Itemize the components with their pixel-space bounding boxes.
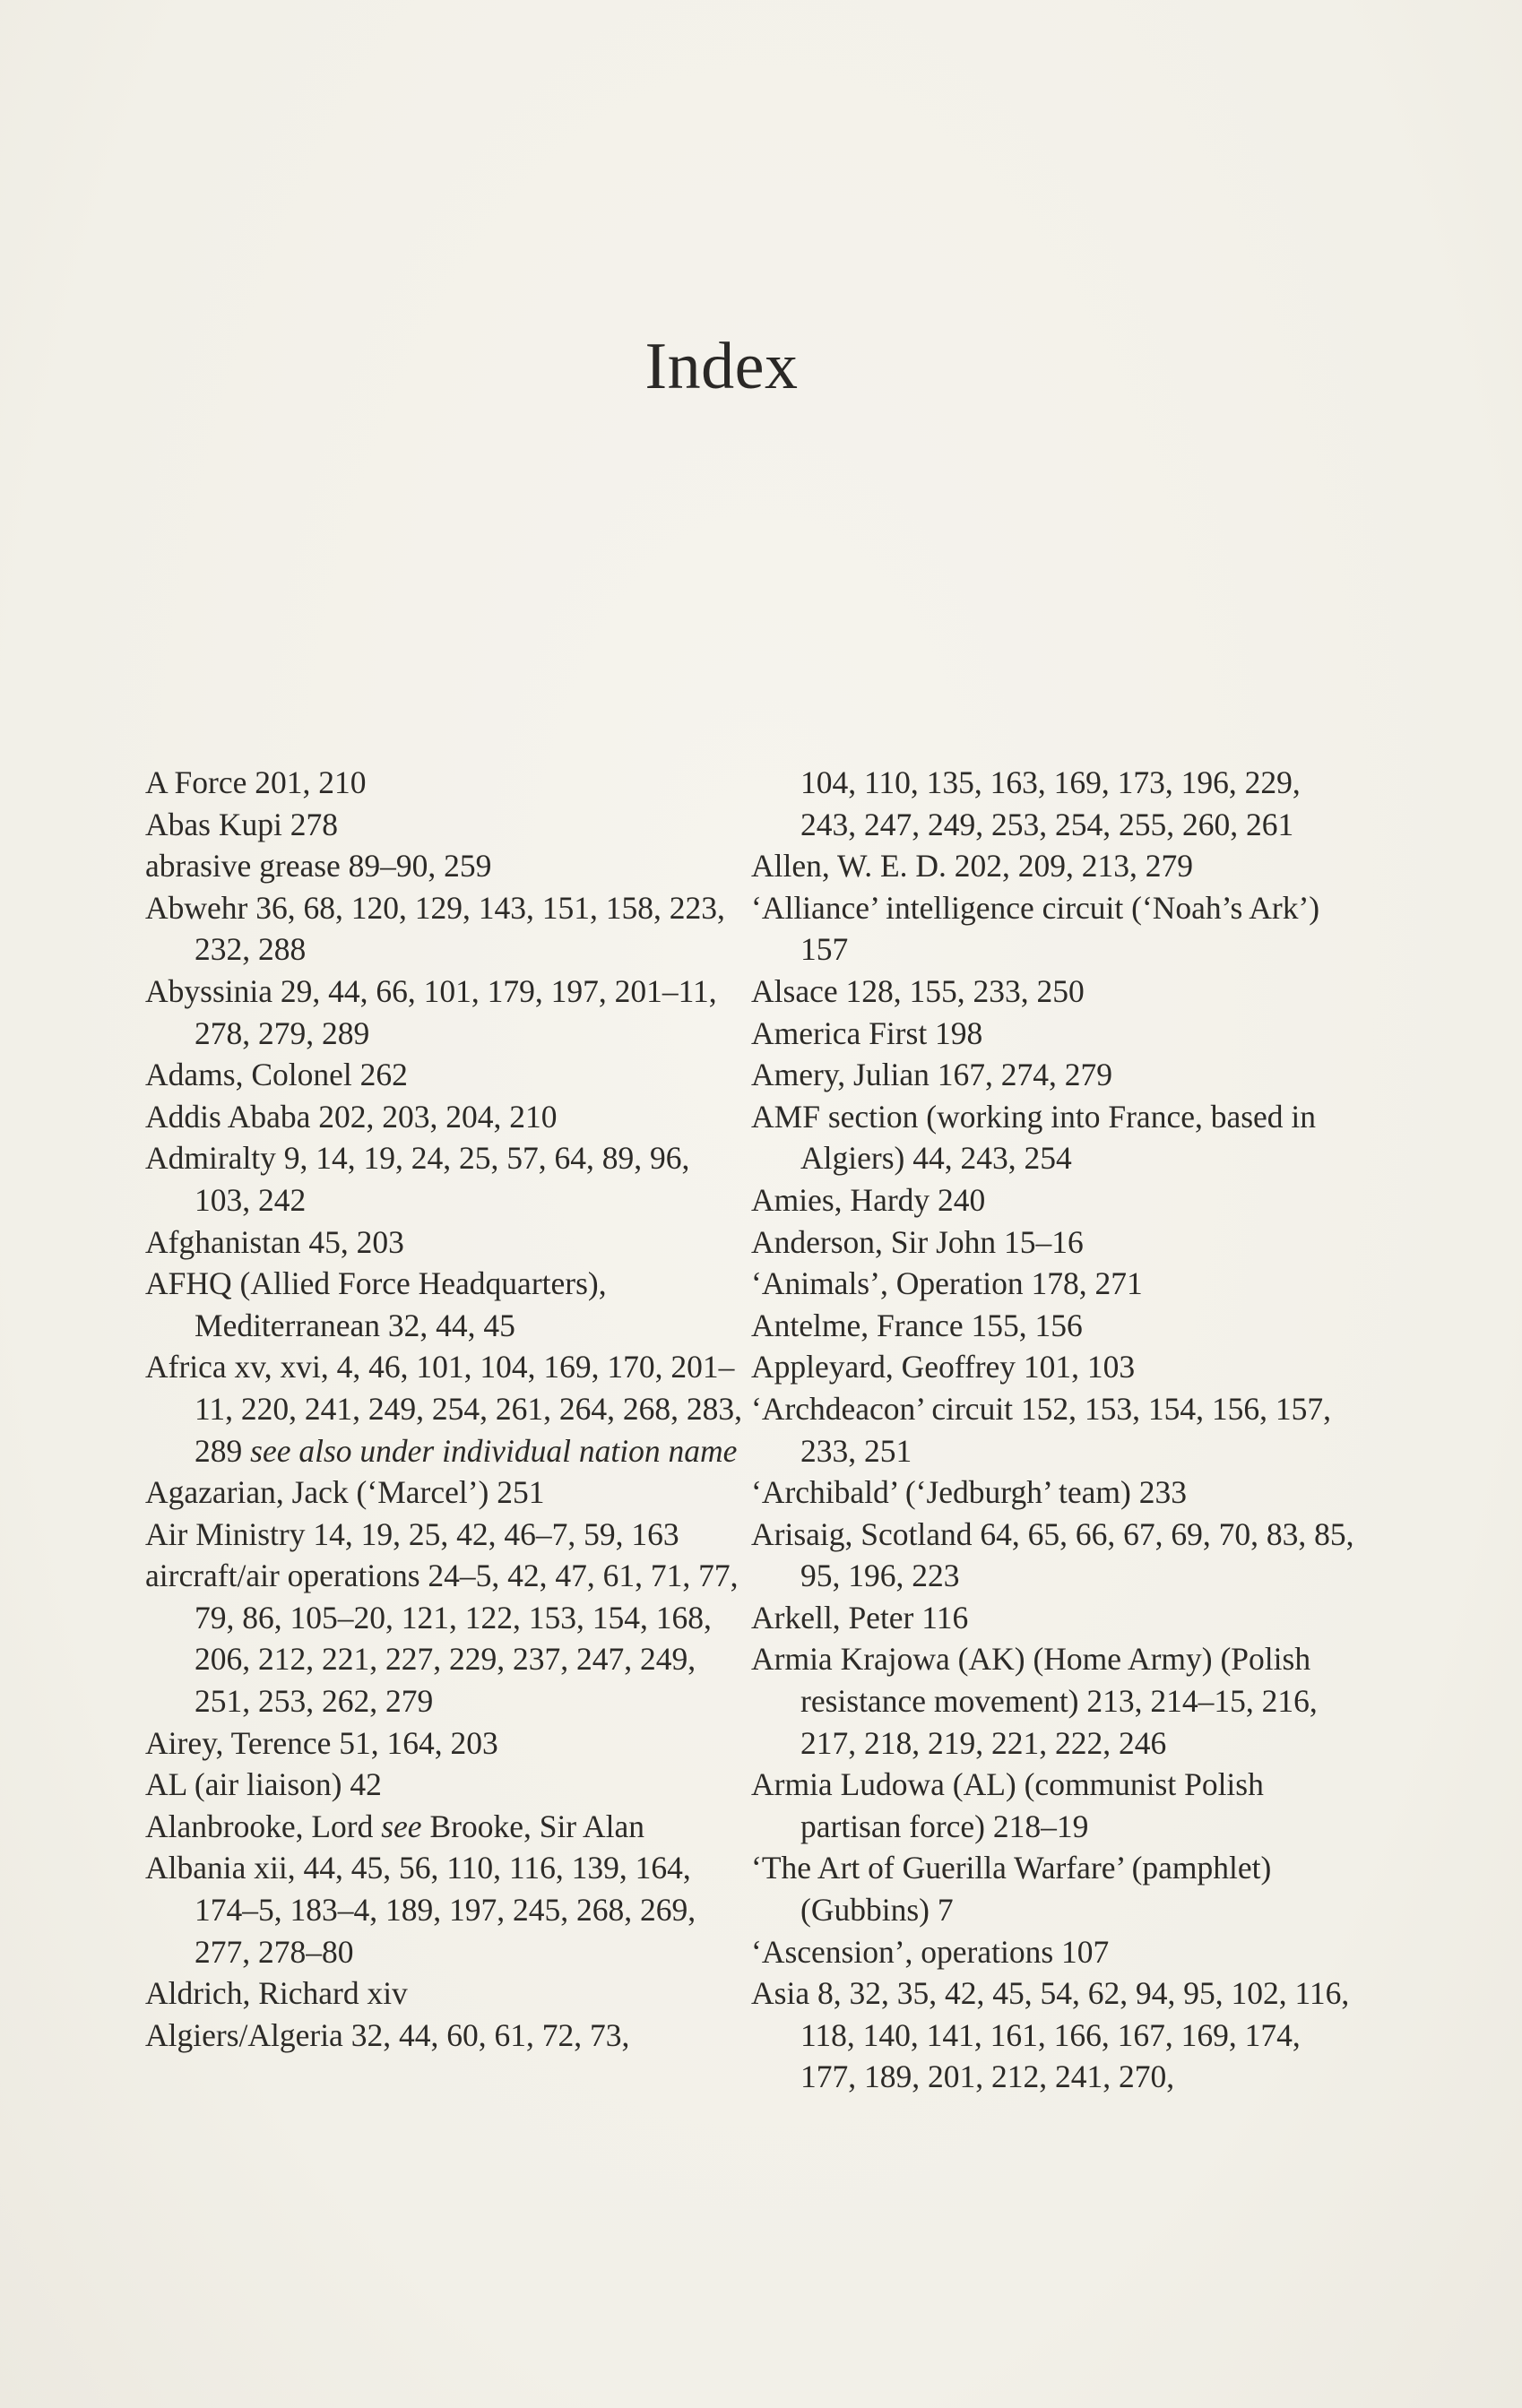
index-entry: AMF section (working into France, based in Algiers) 44, 243, 254	[751, 1098, 1317, 1177]
index-column-right	[751, 762, 1361, 2098]
index-entry: ‘The Art of Guerilla Warfare’ (pamphlet) (Gubbins) 7	[751, 1850, 1272, 1929]
index-entry: Adams, Colonel 262	[145, 1057, 408, 1093]
index-entry-text: Alanbrooke, Lord	[145, 1808, 374, 1844]
index-entry-africa	[145, 1346, 744, 1472]
index-entry: ‘Archibald’ (‘Jedburgh’ team) 233	[751, 1474, 1187, 1511]
index-entry: Alsace 128, 155, 233, 250	[751, 972, 1085, 1009]
index-entry: Afghanistan 45, 203	[145, 1223, 404, 1260]
index-entry-continuation: 104, 110, 135, 163, 169, 173, 196, 229, 243, 247, 249, 253, 254, 255, 260, 261	[800, 764, 1301, 842]
index-entry: Allen, W. E. D. 202, 209, 213, 279	[751, 848, 1194, 885]
index-entry: ‘Animals’, Operation 178, 271	[751, 1265, 1143, 1302]
index-entry: Agazarian, Jack (‘Marcel’) 251	[145, 1474, 545, 1511]
see-also-reference: see also under individual nation name	[250, 1432, 738, 1469]
index-entry: Airey, Terence 51, 164, 203	[145, 1724, 498, 1761]
see-target: Brooke, Sir Alan	[429, 1808, 645, 1844]
index-entry: aircraft/air operations 24–5, 42, 47, 61, 71, 77, 79, 86, 105–20, 121, 122, 153, 154, 168, 206, 212, 221, 227, 229, 237, 247, 249, 251, 253, 262, 279	[145, 1558, 739, 1720]
index-entry: Arisaig, Scotland 64, 65, 66, 67, 69, 70, 83, 85, 95, 196, 223	[751, 1515, 1354, 1594]
index-column-left	[145, 762, 744, 2056]
index-entry: Anderson, Sir John 15–16	[751, 1223, 1084, 1260]
index-entry: Amies, Hardy 240	[751, 1181, 986, 1218]
index-entry: Appleyard, Geoffrey 101, 103	[751, 1349, 1136, 1385]
page-title: Index	[644, 330, 799, 403]
index-entry: Armia Ludowa (AL) (communist Polish partisan force) 218–19	[751, 1766, 1264, 1844]
see-reference: see	[381, 1808, 422, 1844]
index-entry: Asia 8, 32, 35, 42, 45, 54, 62, 94, 95, 102, 116, 118, 140, 141, 161, 166, 167, 169, 174, 177, 189, 201, 212, 241, 270,	[751, 1975, 1350, 2095]
index-entry: ‘Archdeacon’ circuit 152, 153, 154, 156, 157, 233, 251	[751, 1390, 1332, 1469]
index-entry: Antelme, France 155, 156	[751, 1307, 1083, 1343]
index-entry: America First 198	[751, 1014, 983, 1051]
index-entry: Albania xii, 44, 45, 56, 110, 116, 139, 164, 174–5, 183–4, 189, 197, 245, 268, 269, 277, 278–80	[145, 1850, 696, 1970]
index-entry: abrasive grease 89–90, 259	[145, 848, 492, 885]
index-entry-alanbrooke	[145, 1806, 744, 1848]
index-entry: Air Ministry 14, 19, 25, 42, 46–7, 59, 163	[145, 1515, 679, 1552]
index-entry-text: Africa xv, xvi, 4, 46, 101, 104, 169, 170, 201–11, 220, 241, 249, 254, 261, 264, 268, 283, 289	[145, 1349, 743, 1469]
index-entry: Amery, Julian 167, 274, 279	[751, 1057, 1112, 1093]
index-entry: Armia Krajowa (AK) (Home Army) (Polish resistance movement) 213, 214–15, 216, 217, 218, 219, 221, 222, 246	[751, 1641, 1318, 1761]
index-entry: Arkell, Peter 116	[751, 1599, 969, 1636]
index-entry: Abyssinia 29, 44, 66, 101, 179, 197, 201–11, 278, 279, 289	[145, 972, 717, 1051]
index-entry: AL (air liaison) 42	[145, 1766, 382, 1803]
index-entry: Abas Kupi 278	[145, 806, 338, 842]
index-entry: Abwehr 36, 68, 120, 129, 143, 151, 158, 223, 232, 288	[145, 889, 725, 968]
index-entry: A Force 201, 210	[145, 764, 367, 800]
index-entry: ‘Alliance’ intelligence circuit (‘Noah’s Ark’) 157	[751, 889, 1320, 968]
index-entry: Addis Ababa 202, 203, 204, 210	[145, 1098, 558, 1135]
index-entry: Admiralty 9, 14, 19, 24, 25, 57, 64, 89, 96, 103, 242	[145, 1140, 690, 1218]
index-entry: Algiers/Algeria 32, 44, 60, 61, 72, 73,	[145, 2016, 630, 2053]
index-entry: ‘Ascension’, operations 107	[751, 1933, 1110, 1970]
index-entry: AFHQ (Allied Force Headquarters), Mediterranean 32, 44, 45	[145, 1265, 607, 1343]
index-entry: Aldrich, Richard xiv	[145, 1975, 408, 2012]
